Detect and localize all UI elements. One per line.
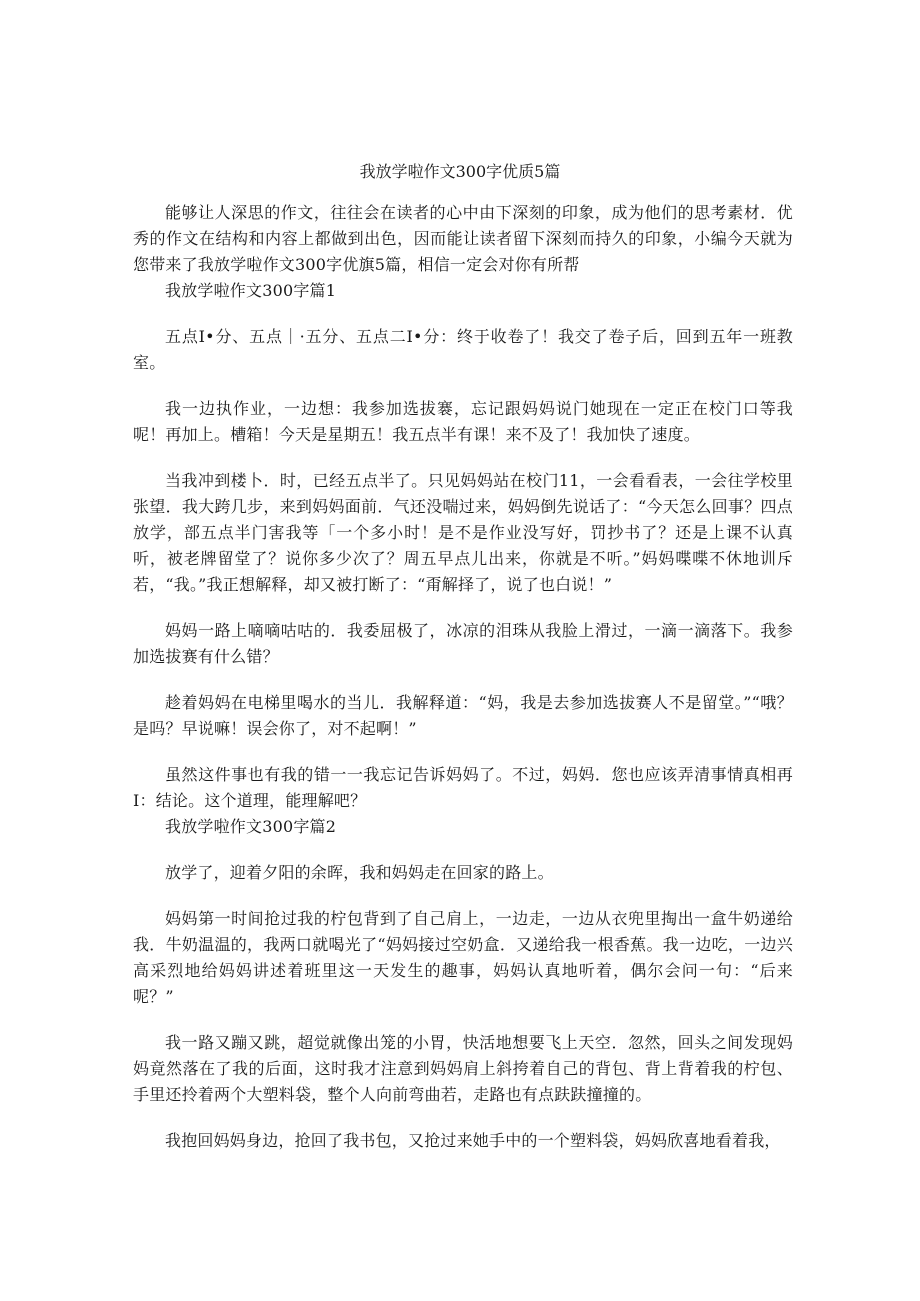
section-1-paragraph-4: 妈妈一路上嘀嘀咕咕的．我委屈极了，冰凉的泪珠从我脸上滑过，一滴一滴落下。我参加选拔赛有什么错？ xyxy=(133,621,793,666)
section-2-heading: 我放学啦作文300字篇2 xyxy=(165,817,337,836)
section-1-paragraph-1: 五点I•分、五点｜·五分、五点二I•分：终于收卷了！我交了卷子后，回到五年一班教室。 xyxy=(133,327,793,372)
section-1-paragraph-5: 趁着妈妈在电梯里喝水的当儿．我解释道：“妈，我是去参加选拔赛人不是留堂。”“哦？是吗？早说嘛！误会你了，对不起啊！” xyxy=(133,693,793,738)
section-1-heading: 我放学啦作文300字篇1 xyxy=(165,281,337,300)
document-title: 我放学啦作文300字优质5篇 xyxy=(359,162,561,181)
intro-paragraph: 能够让人深思的作文，往往会在读者的心中由下深刻的印象，成为他们的思考素材．优秀的作文在结构和内容上都做到出色，因而能让读者留下深刻而持久的印象，小编今天就为您带来了我放学啦作文300字优旗5篇，相信一定会对你有所帮 xyxy=(133,203,793,274)
section-1-paragraph-3: 当我冲到楼卜．时，已经五点半了。只见妈妈站在校门11，一会看看表，一会往学校里张望．我大跨几步，来到妈妈面前．气还没喘过来，妈妈倒先说话了：“今天怎么回事？四点放学，部五点半门害我等「一个多小时！是不是作业没写好，罚抄书了？还是上课不认真听，被老牌留堂了？说你多少次了？周五早点儿出来，你就是不听。”妈妈喋喋不休地训斥若，“我。”我正想解释，却又被打断了：“甭解择了，说了也白说！” xyxy=(133,471,793,594)
section-1-paragraph-6: 虽然这件事也有我的错一一我忘记告诉妈妈了。不过，妈妈．您也应该弄清事情真相再I：结论。这个道理，能理解吧？ xyxy=(133,765,793,810)
section-1-paragraph-2: 我一边执作业，一边想：我参加选拔褰，忘记跟妈妈说门她现在一定正在校门口等我呢！再加上。槽箱！今天是星期五！我五点半有课！来不及了！我加快了速度。 xyxy=(133,399,793,444)
section-2-paragraph-1: 放学了，迎着夕阳的余晖，我和妈妈走在回家的路上。 xyxy=(165,863,554,882)
section-2-paragraph-3: 我一路又蹦又跳，超觉就像出笼的小胃，快活地想要飞上天空．忽然，回头之间发现妈妈竟然落在了我的后面，这时我才注意到妈妈肩上斜挎着自己的背包、背上背着我的柠包、手里还拎着两个大塑料袋，整个人向前弯曲若，走路也有点趺趺撞撞的。 xyxy=(133,1033,793,1104)
section-2-paragraph-4: 我抱回妈妈身边，抢回了我书包，又抢过来她手中的一个塑料袋，妈妈欣喜地看着我， xyxy=(165,1131,781,1150)
document-body xyxy=(133,200,793,1154)
section-2-paragraph-2: 妈妈第一时间抢过我的柠包背到了自己肩上，一边走，一边从衣兜里掏出一盒牛奶递给我．牛奶温温的，我两口就喝光了“妈妈接过空奶盒．又递给我一根香蕉。我一边吃，一边兴高采烈地给妈妈讲述着班里这一天发生的趣事，妈妈认真地听着，偶尔会问一句：“后来呢？” xyxy=(133,909,793,1006)
